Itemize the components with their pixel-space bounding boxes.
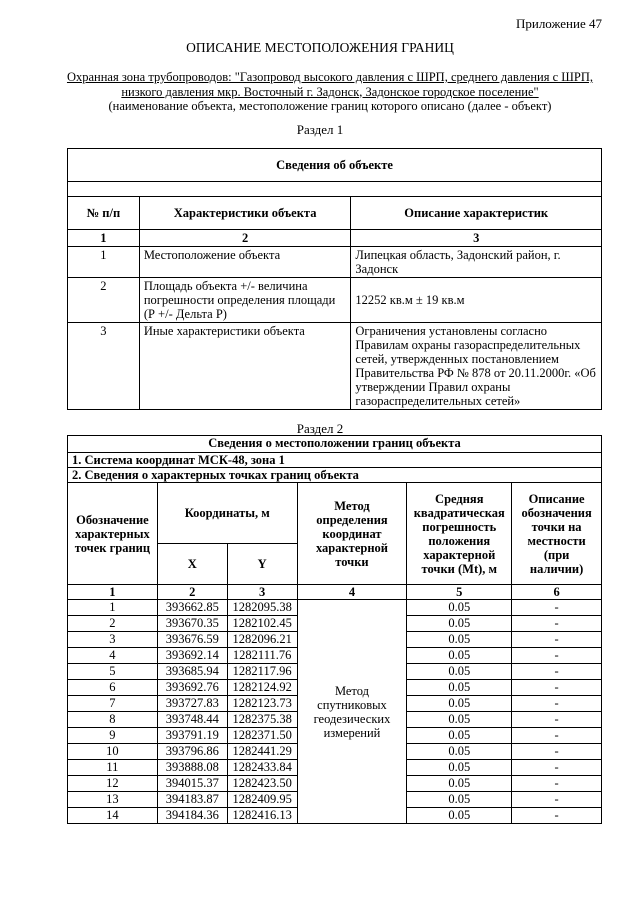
point-x: 393670.35 bbox=[157, 616, 227, 632]
header-characteristics: Характеристики объекта bbox=[139, 197, 351, 230]
point-number: 1 bbox=[68, 600, 158, 616]
points-body bbox=[68, 600, 602, 824]
point-y: 1282102.45 bbox=[227, 616, 297, 632]
method-value: Метод спутниковых геодезических измерений bbox=[297, 600, 407, 824]
point-number: 13 bbox=[68, 792, 158, 808]
point-y: 1282096.21 bbox=[227, 632, 297, 648]
point-x: 393685.94 bbox=[157, 664, 227, 680]
point-x: 394183.87 bbox=[157, 792, 227, 808]
header-y: Y bbox=[227, 544, 297, 585]
point-error: 0.05 bbox=[407, 808, 512, 824]
document-title: ОПИСАНИЕ МЕСТОПОЛОЖЕНИЯ ГРАНИЦ bbox=[186, 40, 454, 55]
point-error: 0.05 bbox=[407, 696, 512, 712]
point-x: 393727.83 bbox=[157, 696, 227, 712]
point-y: 1282416.13 bbox=[227, 808, 297, 824]
col-number: 5 bbox=[407, 585, 512, 600]
point-x: 393791.19 bbox=[157, 728, 227, 744]
point-error: 0.05 bbox=[407, 776, 512, 792]
col-number: 3 bbox=[227, 585, 297, 600]
point-number: 11 bbox=[68, 760, 158, 776]
point-number: 14 bbox=[68, 808, 158, 824]
point-x: 394184.36 bbox=[157, 808, 227, 824]
col-number: 2 bbox=[139, 230, 351, 247]
point-error: 0.05 bbox=[407, 792, 512, 808]
point-description: - bbox=[512, 728, 602, 744]
point-y: 1282117.96 bbox=[227, 664, 297, 680]
point-description: - bbox=[512, 696, 602, 712]
table-row bbox=[68, 278, 602, 323]
header-method: Метод определения координат характерной точки bbox=[297, 483, 407, 585]
point-error: 0.05 bbox=[407, 680, 512, 696]
point-error: 0.05 bbox=[407, 728, 512, 744]
point-error: 0.05 bbox=[407, 600, 512, 616]
col-number: 6 bbox=[512, 585, 602, 600]
row-characteristic: Иные характеристики объекта bbox=[139, 323, 351, 410]
section-1-label: Раздел 1 bbox=[296, 122, 344, 137]
point-description: - bbox=[512, 664, 602, 680]
header-description: Описание характеристик bbox=[351, 197, 602, 230]
point-error: 0.05 bbox=[407, 632, 512, 648]
point-error: 0.05 bbox=[407, 760, 512, 776]
header-designation: Обозначение характерных точек границ bbox=[68, 483, 158, 585]
point-number: 7 bbox=[68, 696, 158, 712]
header-x: X bbox=[157, 544, 227, 585]
point-y: 1282441.29 bbox=[227, 744, 297, 760]
appendix-number: Приложение 47 bbox=[515, 16, 602, 31]
table-row bbox=[68, 247, 602, 278]
coordinate-system: 1. Система координат МСК-48, зона 1 bbox=[68, 453, 602, 468]
row-description: 12252 кв.м ± 19 кв.м bbox=[351, 278, 602, 323]
point-y: 1282123.73 bbox=[227, 696, 297, 712]
point-x: 393692.76 bbox=[157, 680, 227, 696]
point-y: 1282409.95 bbox=[227, 792, 297, 808]
section-1-title: Сведения об объекте bbox=[68, 149, 602, 182]
point-number: 10 bbox=[68, 744, 158, 760]
row-description: Ограничения установлены согласно Правилам охраны газораспределительных сетей, утвержденных постановлением Правительства РФ № 878 от 20.11.2000г. «Об утверждении Правил охраны газораспределительных сетей» bbox=[351, 323, 602, 410]
row-number: 1 bbox=[68, 247, 140, 278]
point-x: 393692.14 bbox=[157, 648, 227, 664]
point-number: 9 bbox=[68, 728, 158, 744]
point-y: 1282433.84 bbox=[227, 760, 297, 776]
section-2-title: Сведения о местоположении границ объекта bbox=[68, 436, 602, 453]
object-info-table bbox=[67, 148, 602, 410]
point-y: 1282371.50 bbox=[227, 728, 297, 744]
point-x: 393796.86 bbox=[157, 744, 227, 760]
point-description: - bbox=[512, 648, 602, 664]
point-y: 1282095.38 bbox=[227, 600, 297, 616]
point-description: - bbox=[512, 616, 602, 632]
point-y: 1282124.92 bbox=[227, 680, 297, 696]
point-number: 2 bbox=[68, 616, 158, 632]
object-name-note: (наименование объекта, местоположение границ которого описано (далее - объект) bbox=[108, 99, 552, 113]
point-description: - bbox=[512, 792, 602, 808]
point-x: 393748.44 bbox=[157, 712, 227, 728]
point-number: 6 bbox=[68, 680, 158, 696]
point-x: 393676.59 bbox=[157, 632, 227, 648]
point-error: 0.05 bbox=[407, 648, 512, 664]
row-characteristic: Местоположение объекта bbox=[139, 247, 351, 278]
row-number: 2 bbox=[68, 278, 140, 323]
point-description: - bbox=[512, 712, 602, 728]
point-error: 0.05 bbox=[407, 664, 512, 680]
spacer-row bbox=[68, 182, 602, 197]
point-y: 1282423.50 bbox=[227, 776, 297, 792]
point-error: 0.05 bbox=[407, 616, 512, 632]
point-description: - bbox=[512, 776, 602, 792]
col-number: 4 bbox=[297, 585, 407, 600]
point-number: 5 bbox=[68, 664, 158, 680]
header-point-description: Описание обозначения точки на местности (при наличии) bbox=[512, 483, 602, 585]
section-2-label: Раздел 2 bbox=[296, 421, 344, 436]
point-number: 8 bbox=[68, 712, 158, 728]
point-description: - bbox=[512, 680, 602, 696]
point-y: 1282111.76 bbox=[227, 648, 297, 664]
col-number: 1 bbox=[68, 585, 158, 600]
point-error: 0.05 bbox=[407, 744, 512, 760]
table-row bbox=[68, 323, 602, 410]
point-error: 0.05 bbox=[407, 712, 512, 728]
header-coordinates: Координаты, м bbox=[157, 483, 297, 544]
col-number: 1 bbox=[68, 230, 140, 247]
point-description: - bbox=[512, 632, 602, 648]
point-number: 3 bbox=[68, 632, 158, 648]
object-description bbox=[60, 70, 600, 114]
table-row bbox=[68, 600, 602, 616]
point-number: 4 bbox=[68, 648, 158, 664]
point-x: 393662.85 bbox=[157, 600, 227, 616]
points-title: 2. Сведения о характерных точках границ объекта bbox=[68, 468, 602, 483]
point-description: - bbox=[512, 600, 602, 616]
point-x: 393888.08 bbox=[157, 760, 227, 776]
point-description: - bbox=[512, 760, 602, 776]
row-characteristic: Площадь объекта +/- величина погрешности определения площади (Р +/- Дельта Р) bbox=[139, 278, 351, 323]
row-description: Липецкая область, Задонский район, г. Задонск bbox=[351, 247, 602, 278]
boundary-points-table bbox=[67, 435, 602, 824]
point-number: 12 bbox=[68, 776, 158, 792]
col-number: 3 bbox=[351, 230, 602, 247]
header-error: Средняя квадратическая погрешность положения характерной точки (Mt), м bbox=[407, 483, 512, 585]
col-number: 2 bbox=[157, 585, 227, 600]
header-number: № п/п bbox=[68, 197, 140, 230]
point-x: 394015.37 bbox=[157, 776, 227, 792]
object-name: Охранная зона трубопроводов: "Газопровод высокого давления с ШРП, среднего давления с ШРП, низкого давления мкр. Восточный г. Задонск, Задонское городское поселение" bbox=[66, 70, 594, 99]
point-description: - bbox=[512, 744, 602, 760]
row-number: 3 bbox=[68, 323, 140, 410]
point-y: 1282375.38 bbox=[227, 712, 297, 728]
point-description: - bbox=[512, 808, 602, 824]
